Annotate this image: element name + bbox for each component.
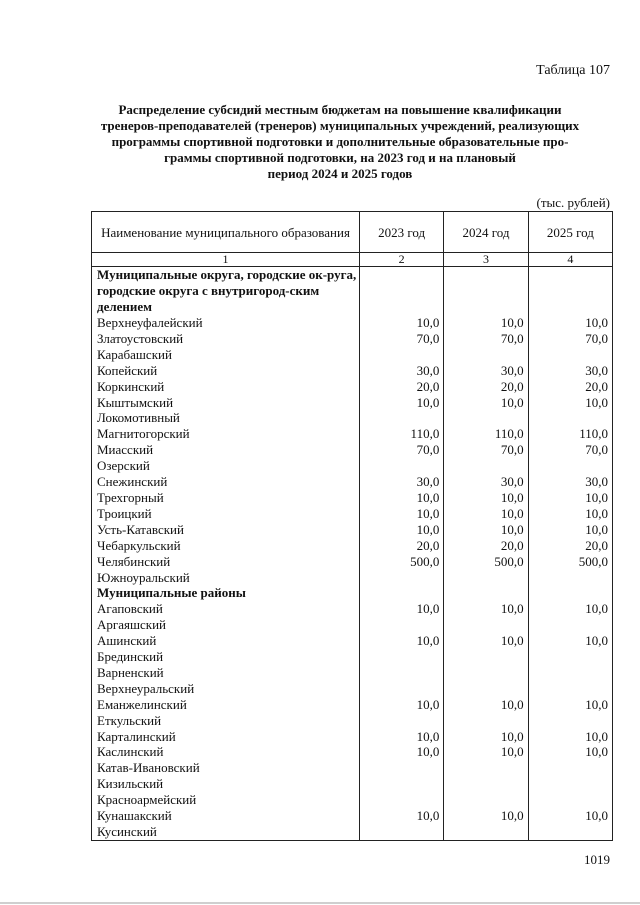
value-2023 <box>360 458 444 474</box>
value-2025 <box>528 681 612 697</box>
municipality-name: Локомотивный <box>92 410 360 426</box>
column-number: 2 <box>360 253 444 267</box>
value-2025 <box>528 760 612 776</box>
value-2023: 10,0 <box>360 729 444 745</box>
value-2025: 10,0 <box>528 506 612 522</box>
value-2024: 30,0 <box>444 363 528 379</box>
municipality-name: Кусинский <box>92 824 360 840</box>
value-2023: 10,0 <box>360 697 444 713</box>
value-2023 <box>360 665 444 681</box>
municipality-name: Усть-Катавский <box>92 522 360 538</box>
municipality-name: Коркинский <box>92 379 360 395</box>
municipality-name: Варненский <box>92 665 360 681</box>
value-2024 <box>444 665 528 681</box>
table-row <box>92 744 613 760</box>
municipality-name: Южноуральский <box>92 570 360 586</box>
table-row <box>92 729 613 745</box>
table-row <box>92 808 613 824</box>
table-row <box>92 442 613 458</box>
value-2024: 10,0 <box>444 808 528 824</box>
value-2025 <box>528 792 612 808</box>
value-2024: 20,0 <box>444 538 528 554</box>
title-line: тренеров-преподавателей (тренеров) муниципальных учреждений, реализующих <box>100 118 580 133</box>
table-row <box>92 665 613 681</box>
value-2024: 10,0 <box>444 729 528 745</box>
table-row <box>92 347 613 363</box>
municipality-name: Копейский <box>92 363 360 379</box>
table-row <box>92 617 613 633</box>
municipality-name: Магнитогорский <box>92 426 360 442</box>
table-row <box>92 395 613 411</box>
value-2025: 500,0 <box>528 554 612 570</box>
value-2023 <box>360 267 444 316</box>
table-row <box>92 681 613 697</box>
value-2023: 10,0 <box>360 601 444 617</box>
value-2023 <box>360 617 444 633</box>
value-2024: 10,0 <box>444 506 528 522</box>
municipality-name: Брединский <box>92 649 360 665</box>
value-2024 <box>444 649 528 665</box>
value-2023: 10,0 <box>360 315 444 331</box>
value-2023 <box>360 681 444 697</box>
value-2023 <box>360 347 444 363</box>
value-2025 <box>528 458 612 474</box>
municipality-name: Снежинский <box>92 474 360 490</box>
value-2025: 10,0 <box>528 808 612 824</box>
value-2023 <box>360 760 444 776</box>
table-row <box>92 315 613 331</box>
municipality-name: Озерский <box>92 458 360 474</box>
value-2024 <box>444 347 528 363</box>
value-2023: 10,0 <box>360 490 444 506</box>
value-2024 <box>444 776 528 792</box>
value-2024: 20,0 <box>444 379 528 395</box>
value-2024: 10,0 <box>444 633 528 649</box>
value-2025 <box>528 649 612 665</box>
table-row <box>92 490 613 506</box>
value-2025: 10,0 <box>528 395 612 411</box>
value-2025 <box>528 713 612 729</box>
page-number: 1019 <box>584 852 610 867</box>
value-2024: 500,0 <box>444 554 528 570</box>
value-2023: 70,0 <box>360 442 444 458</box>
value-2024: 70,0 <box>444 331 528 347</box>
value-2024: 110,0 <box>444 426 528 442</box>
table-row <box>92 776 613 792</box>
value-2024: 10,0 <box>444 601 528 617</box>
table-row <box>92 474 613 490</box>
value-2023: 500,0 <box>360 554 444 570</box>
value-2025 <box>528 824 612 840</box>
value-2025 <box>528 585 612 601</box>
column-number: 4 <box>528 253 612 267</box>
municipality-name: Ашинский <box>92 633 360 649</box>
municipality-name: Златоустовский <box>92 331 360 347</box>
value-2023: 20,0 <box>360 538 444 554</box>
header-2023: 2023 год <box>360 212 444 253</box>
table-row <box>92 792 613 808</box>
value-2025: 10,0 <box>528 729 612 745</box>
value-2025 <box>528 410 612 426</box>
municipality-name: Миасский <box>92 442 360 458</box>
table-row <box>92 760 613 776</box>
table-row <box>92 458 613 474</box>
value-2025: 10,0 <box>528 633 612 649</box>
value-2024 <box>444 760 528 776</box>
section-row <box>92 585 613 601</box>
table-row <box>92 570 613 586</box>
value-2025: 20,0 <box>528 538 612 554</box>
value-2025 <box>528 267 612 316</box>
value-2023 <box>360 776 444 792</box>
column-number-row <box>92 253 613 267</box>
table-row <box>92 426 613 442</box>
value-2024 <box>444 792 528 808</box>
table-row <box>92 538 613 554</box>
table-row <box>92 379 613 395</box>
value-2025: 30,0 <box>528 474 612 490</box>
table-row <box>92 522 613 538</box>
value-2023: 30,0 <box>360 363 444 379</box>
municipality-name: Карталинский <box>92 729 360 745</box>
value-2023: 10,0 <box>360 744 444 760</box>
value-2025: 10,0 <box>528 697 612 713</box>
municipality-name: Кунашакский <box>92 808 360 824</box>
value-2025: 20,0 <box>528 379 612 395</box>
municipality-name: Катав-Ивановский <box>92 760 360 776</box>
value-2023 <box>360 410 444 426</box>
value-2024: 70,0 <box>444 442 528 458</box>
value-2023 <box>360 585 444 601</box>
column-number: 3 <box>444 253 528 267</box>
municipality-name: Аргаяшский <box>92 617 360 633</box>
municipality-name: Красноармейский <box>92 792 360 808</box>
municipality-name: Кыштымский <box>92 395 360 411</box>
title-line: период 2024 и 2025 годов <box>267 166 413 181</box>
table-row <box>92 633 613 649</box>
municipality-name: Троицкий <box>92 506 360 522</box>
title-line: программы спортивной подготовки и дополнительные образовательные про- <box>111 134 569 149</box>
value-2025 <box>528 347 612 363</box>
value-2024: 30,0 <box>444 474 528 490</box>
table-row <box>92 697 613 713</box>
value-2024 <box>444 713 528 729</box>
value-2023 <box>360 649 444 665</box>
value-2025 <box>528 665 612 681</box>
table-row <box>92 331 613 347</box>
header-2024: 2024 год <box>444 212 528 253</box>
municipality-name: Муниципальные округа, городские ок-руга, городские округа с внутригород-ским делением <box>92 267 360 316</box>
value-2024 <box>444 824 528 840</box>
header-2025: 2025 год <box>528 212 612 253</box>
value-2023 <box>360 570 444 586</box>
value-2025: 30,0 <box>528 363 612 379</box>
municipality-name: Каслинский <box>92 744 360 760</box>
value-2025: 10,0 <box>528 522 612 538</box>
table-row <box>92 363 613 379</box>
value-2024 <box>444 585 528 601</box>
value-2024: 10,0 <box>444 315 528 331</box>
value-2024: 10,0 <box>444 522 528 538</box>
value-2025 <box>528 617 612 633</box>
municipality-name: Кизильский <box>92 776 360 792</box>
value-2024 <box>444 570 528 586</box>
table-row <box>92 554 613 570</box>
municipality-name: Верхнеуральский <box>92 681 360 697</box>
scan-edge <box>0 902 640 904</box>
value-2024 <box>444 458 528 474</box>
header-name: Наименование муниципального образования <box>92 212 360 253</box>
value-2024: 10,0 <box>444 697 528 713</box>
header-row <box>92 212 613 253</box>
table-row <box>92 601 613 617</box>
document-title <box>70 102 610 182</box>
value-2024: 10,0 <box>444 744 528 760</box>
value-2023: 10,0 <box>360 506 444 522</box>
value-2025: 110,0 <box>528 426 612 442</box>
table-row <box>92 649 613 665</box>
value-2023: 10,0 <box>360 522 444 538</box>
value-2024: 10,0 <box>444 490 528 506</box>
value-2025 <box>528 776 612 792</box>
table-row <box>92 713 613 729</box>
table-number: Таблица 107 <box>536 63 610 78</box>
value-2025: 10,0 <box>528 601 612 617</box>
value-2023: 70,0 <box>360 331 444 347</box>
value-2025: 10,0 <box>528 490 612 506</box>
value-2023: 30,0 <box>360 474 444 490</box>
value-2025: 70,0 <box>528 331 612 347</box>
value-2025: 70,0 <box>528 442 612 458</box>
subsidy-table <box>91 211 613 841</box>
title-line: граммы спортивной подготовки, на 2023 год и на плановый <box>164 150 516 165</box>
municipality-name: Трехгорный <box>92 490 360 506</box>
municipality-name: Карабашский <box>92 347 360 363</box>
table-body <box>92 267 613 841</box>
value-2024: 10,0 <box>444 395 528 411</box>
value-2023: 10,0 <box>360 395 444 411</box>
value-2023: 110,0 <box>360 426 444 442</box>
title-line: Распределение субсидий местным бюджетам на повышение квалификации <box>118 102 562 117</box>
municipality-name: Верхнеуфалейский <box>92 315 360 331</box>
value-2025 <box>528 570 612 586</box>
value-2023 <box>360 792 444 808</box>
units-note: (тыс. рублей) <box>536 195 610 210</box>
section-row <box>92 267 613 316</box>
value-2023: 10,0 <box>360 633 444 649</box>
value-2025: 10,0 <box>528 744 612 760</box>
value-2023: 20,0 <box>360 379 444 395</box>
municipality-name: Челябинский <box>92 554 360 570</box>
value-2024 <box>444 410 528 426</box>
municipality-name: Еткульский <box>92 713 360 729</box>
value-2023 <box>360 824 444 840</box>
value-2024 <box>444 681 528 697</box>
value-2025: 10,0 <box>528 315 612 331</box>
value-2024 <box>444 267 528 316</box>
table-row <box>92 410 613 426</box>
table-row <box>92 824 613 840</box>
value-2023 <box>360 713 444 729</box>
municipality-name: Муниципальные районы <box>92 585 360 601</box>
municipality-name: Еманжелинский <box>92 697 360 713</box>
municipality-name: Чебаркульский <box>92 538 360 554</box>
value-2023: 10,0 <box>360 808 444 824</box>
municipality-name: Агаповский <box>92 601 360 617</box>
column-number: 1 <box>92 253 360 267</box>
value-2024 <box>444 617 528 633</box>
table-row <box>92 506 613 522</box>
